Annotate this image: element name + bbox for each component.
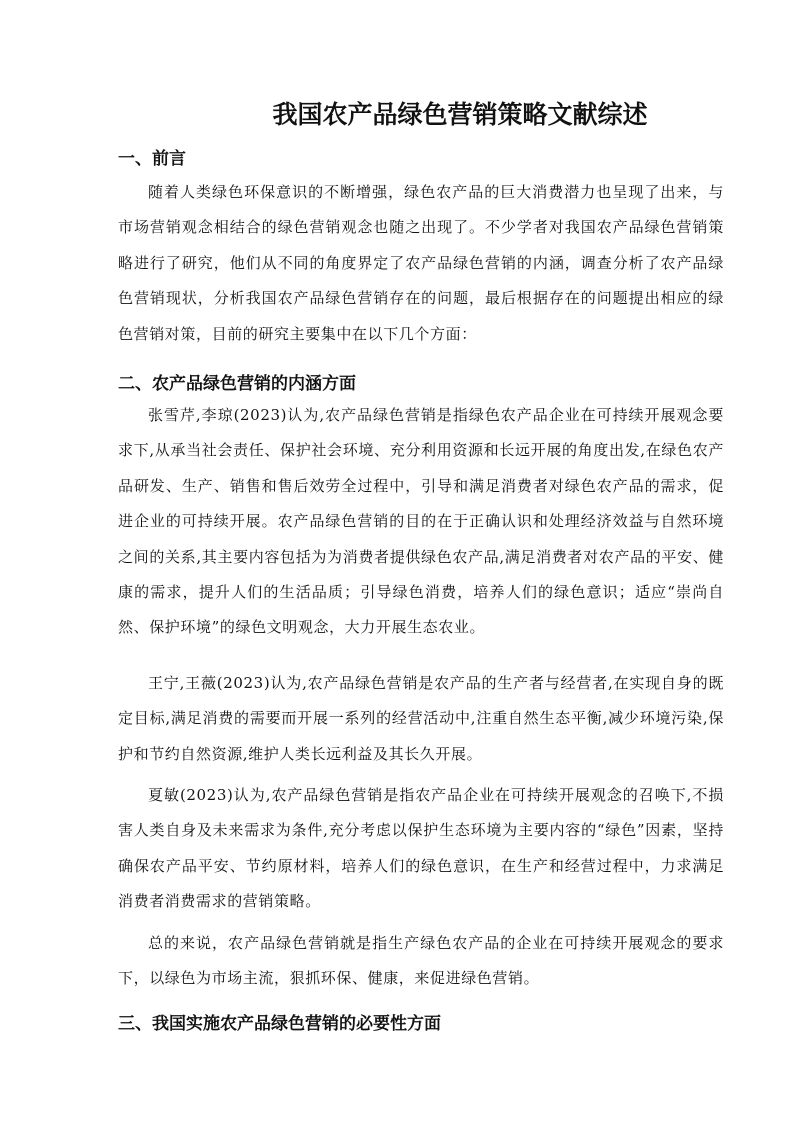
paragraph-xia-min: 夏敏(2023)认为,农产品绿色营销是指农产品企业在可持续开展观念的召唤下,不损害人类自身及未来需求为条件,充分考虑以保护生态环境为主要内容的“绿色”因素，坚持确保农产品平安、节约原材料，培养人们的绿色意识，在生产和经营过程中，力求满足消费者消费需求的营销策略。: [118, 786, 724, 911]
document-title: 我国农产品绿色营销策略文献综述: [272, 100, 648, 129]
section-heading-preface: 一、前言: [118, 149, 186, 169]
paragraph-wang-wang: 王宁,王薇(2023)认为,农产品绿色营销是农产品的生产者与经营者,在实现自身的既定目标,满足消费的需要而开展一系列的经营活动中,注重自然生态平衡,减少环境污染,保护和节约自然资源,维护人类长远利益及其长久开展。: [118, 674, 724, 763]
paragraph-summary: 总的来说，农产品绿色营销就是指生产绿色农产品的企业在可持续开展观念的要求下，以绿色为市场主流，狠抓环保、健康，来促进绿色营销。: [118, 934, 724, 988]
section-heading-connotation: 二、农产品绿色营销的内涵方面: [118, 374, 356, 394]
section-heading-necessity: 三、我国实施农产品绿色营销的必要性方面: [118, 1014, 441, 1034]
paragraph-zhang-li: 张雪芹,李琼(2023)认为,农产品绿色营销是指绿色农产品企业在可持续开展观念要求下,从承当社会责任、保护社会环境、充分利用资源和长远开展的角度出发,在绿色农产品研发、生产、销售和售后效劳全过程中，引导和满足消费者对绿色农产品的需求，促进企业的可持续开展。农产品绿色营销的目的在于正确认识和处理经济效益与自然环境之间的关系,其主要内容包括为为消费者提供绿色农产品,满足消费者对农产品的平安、健康的需求，提升人们的生活品质；引导绿色消费，培养人们的绿色意识；适应“崇尚自然、保护环境”的绿色文明观念，大力开展生态农业。: [118, 406, 724, 637]
paragraph-preface: 随着人类绿色环保意识的不断增强，绿色农产品的巨大消费潜力也呈现了出来，与市场营销观念相结合的绿色营销观念也随之出现了。不少学者对我国农产品绿色营销策略进行了研究，他们从不同的角度界定了农产品绿色营销的内涵，调查分析了农产品绿色营销现状，分析我国农产品绿色营销存在的问题，最后根据存在的问题提出相应的绿色营销对策，目前的研究主要集中在以下几个方面：: [118, 183, 724, 343]
